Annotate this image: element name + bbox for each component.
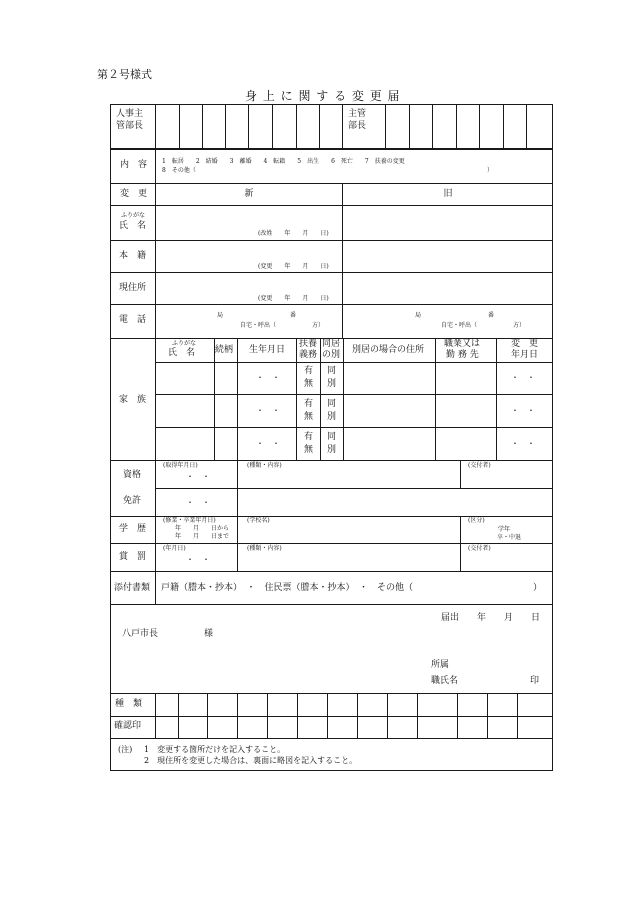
approval-cell-divider [409, 104, 410, 149]
attachments-options[interactable]: 戸籍（謄本・抄本） ・ 住民票（謄本・抄本） ・ その他（ [161, 583, 414, 593]
new-column-header: 新 [244, 189, 254, 199]
qualification-type-header: (種類・内容) [247, 462, 282, 469]
phone-old-kyoku: 局 [415, 312, 422, 319]
approval-cell-divider [456, 104, 457, 149]
family-row-change-dots[interactable]: ・ ・ [511, 406, 535, 415]
family-name-furigana: ふりがな [172, 340, 197, 347]
qualification-date-header: (取得年月日) [163, 462, 198, 469]
family-row-dependent-yes[interactable]: 有 [304, 366, 314, 376]
family-row-cohabit-same[interactable]: 同 [327, 399, 337, 409]
content-options[interactable]: 1 転居 2 結婚 3 離婚 4 転籍 5 出生 6 死亡 7 扶養の変更 [162, 158, 405, 165]
approval-seal-box[interactable] [157, 106, 177, 147]
approval-seal-box[interactable] [481, 106, 501, 147]
family-row-cohabit-separate[interactable]: 別 [327, 412, 337, 422]
qualification-issuer-header: (交付者) [468, 462, 491, 469]
education-kubun-status[interactable]: 卒・中退 [497, 534, 522, 541]
bottom-cell-divider [297, 693, 298, 738]
approval-cell-divider [432, 104, 433, 149]
change-label: 変 更 [120, 189, 148, 199]
bottom-cell-divider [207, 693, 208, 738]
approval-seal-box[interactable] [250, 106, 270, 147]
education-school-header: (学校名) [247, 517, 270, 524]
family-row-dependent-no[interactable]: 無 [304, 445, 314, 455]
approval-seal-box[interactable] [227, 106, 247, 147]
old-column-header: 旧 [443, 189, 453, 199]
approval-seal-box[interactable] [274, 106, 294, 147]
approval-seal-box[interactable] [321, 106, 341, 147]
family-row-birth-dots[interactable]: ・ ・ [256, 406, 280, 415]
approval-seal-box[interactable] [204, 106, 224, 147]
phone-new-kyoku: 局 [217, 312, 224, 319]
family-dependent-header-2: 義務 [299, 350, 318, 360]
family-job-header-2: 勤 務 先 [446, 350, 479, 360]
affiliation-label: 所属 [431, 660, 450, 670]
name-old-input[interactable] [345, 207, 550, 238]
bottom-cell-divider [357, 693, 358, 738]
family-dependent-header-1: 扶養 [299, 339, 318, 349]
phone-label: 電 話 [119, 315, 147, 325]
approval-cell-divider [248, 104, 249, 149]
education-from[interactable]: 年 月 日から [175, 525, 230, 532]
domicile-old-input[interactable] [345, 242, 550, 270]
note-2: 2 現住所を変更した場合は、裏面に略図を記入すること。 [144, 756, 358, 765]
affiliation-input[interactable] [470, 656, 545, 672]
approval-seal-box[interactable] [458, 106, 478, 147]
education-kubun-header: (区分) [468, 517, 485, 524]
approval-seal-box[interactable] [434, 106, 454, 147]
form-number: 第２号様式 [97, 68, 152, 81]
family-relation-header: 続柄 [215, 345, 234, 355]
approval-cell-divider [179, 104, 180, 149]
address-old-input[interactable] [345, 274, 550, 302]
content-other[interactable]: 8 その他（ [162, 167, 196, 174]
name-furigana: ふりがな [121, 212, 146, 219]
applicant-name-label: 職氏名 [431, 676, 459, 686]
license-date-dots[interactable]: ・ ・ [186, 498, 210, 507]
family-label: 家 族 [119, 395, 147, 405]
phone-new-ban: 番 [290, 312, 297, 319]
content-other-close: ） [487, 167, 494, 174]
bottom-cell-divider [267, 693, 268, 738]
approval-seal-box[interactable] [505, 106, 525, 147]
bottom-cell-divider [517, 693, 518, 738]
family-cohabit-header-1: 同居 [322, 339, 341, 349]
applicant-name-input[interactable] [470, 672, 525, 688]
family-separate-address-header: 別居の場合の住所 [352, 345, 425, 355]
name-label: 氏 名 [119, 221, 147, 231]
family-row-cohabit-same[interactable]: 同 [327, 366, 337, 376]
family-birth-header: 生年月日 [249, 345, 286, 355]
approval-cell-divider [202, 104, 203, 149]
notes-prefix: (注) [118, 745, 133, 754]
approval-seal-box[interactable] [411, 106, 431, 147]
seal-mark: 印 [530, 676, 540, 686]
approval-cell-divider [526, 104, 527, 149]
address-label: 現住所 [119, 283, 147, 293]
domicile-label: 本 籍 [119, 251, 147, 261]
education-label: 学 歴 [119, 524, 147, 534]
family-row-dependent-no[interactable]: 無 [304, 379, 314, 389]
family-row-birth-dots[interactable]: ・ ・ [256, 439, 280, 448]
phone-old-type[interactable]: 自宅・呼出（ 方） [441, 322, 526, 329]
attachments-close: ） [533, 583, 543, 593]
note-1: 1 変更する箇所だけを記入すること。 [144, 745, 286, 754]
education-date-header: (修業・卒業年月日) [163, 517, 216, 524]
bottom-cell-divider [417, 693, 418, 738]
approval-seal-box[interactable] [387, 106, 407, 147]
kind-label: 種 類 [115, 699, 143, 709]
approval-cell-divider [503, 104, 504, 149]
family-row-dependent-yes[interactable]: 有 [304, 432, 314, 442]
recipient-mayor: 八戸市長 [122, 629, 159, 639]
attachments-label: 添付書類 [114, 583, 151, 593]
phone-old-ban: 番 [488, 312, 495, 319]
education-kubun-grade[interactable]: 学年 [498, 526, 511, 533]
approval-left-label-2: 管部長 [116, 121, 144, 131]
family-name-header: 氏 名 [168, 348, 196, 358]
approval-left-label-1: 人事主 [116, 109, 144, 119]
name-change-date: (改姓 年 月 日) [258, 230, 329, 237]
family-row-cohabit-separate[interactable]: 別 [327, 379, 337, 389]
family-row-change-dots[interactable]: ・ ・ [511, 373, 535, 382]
name-new-input[interactable] [157, 207, 340, 229]
approval-right-label-1: 主管 [348, 109, 367, 119]
family-row-change-dots[interactable]: ・ ・ [511, 439, 535, 448]
page-title: 身 上 に 関 す る 変 更 届 [245, 89, 401, 103]
bottom-cell-divider [457, 693, 458, 738]
family-job-header-1: 職業又は [444, 339, 481, 349]
family-row-birth-dots[interactable]: ・ ・ [256, 373, 280, 382]
approval-cell-divider [479, 104, 480, 149]
award-label: 賞 罰 [119, 552, 147, 562]
bottom-cell-divider [237, 693, 238, 738]
confirm-seal-label: 確認印 [114, 721, 142, 731]
bottom-cell-divider [178, 693, 179, 738]
address-change-date: (変更 年 月 日) [258, 295, 329, 302]
family-cohabit-header-2: の別 [322, 350, 341, 360]
bottom-cell-divider [387, 693, 388, 738]
domicile-change-date: (変更 年 月 日) [258, 263, 329, 270]
approval-cell-divider [155, 104, 156, 149]
phone-new-type[interactable]: 自宅・呼出（ 方） [240, 322, 325, 329]
qualification-label: 資格 [123, 470, 142, 480]
approval-cell-divider [385, 104, 386, 149]
family-row-cohabit-same[interactable]: 同 [327, 432, 337, 442]
recipient-honorific: 様 [204, 629, 214, 639]
submission-date[interactable]: 届出 年 月 日 [441, 613, 541, 623]
bottom-cell-divider [327, 693, 328, 738]
qualification-date-dots[interactable]: ・ ・ [186, 472, 210, 481]
family-row-dependent-no[interactable]: 無 [304, 412, 314, 422]
family-change-header-1: 変 更 [511, 339, 539, 349]
content-label: 内 容 [120, 160, 148, 170]
approval-cell-divider [319, 104, 320, 149]
approval-cell-divider [296, 104, 297, 149]
domicile-new-input[interactable] [157, 242, 340, 262]
approval-seal-box[interactable] [181, 106, 201, 147]
approval-cell-divider [225, 104, 226, 149]
bottom-cell-divider [487, 693, 488, 738]
family-row-dependent-yes[interactable]: 有 [304, 399, 314, 409]
approval-seal-box[interactable] [298, 106, 318, 147]
award-issuer-header: (交付者) [468, 545, 491, 552]
family-row-cohabit-separate[interactable]: 別 [327, 445, 337, 455]
approval-cell-divider [272, 104, 273, 149]
approval-right-label-2: 部長 [348, 121, 367, 131]
award-date-header: (年月日) [163, 545, 186, 552]
education-to[interactable]: 年 月 日まで [175, 533, 230, 540]
family-change-header-2: 年月日 [511, 350, 539, 360]
license-label: 免許 [123, 496, 142, 506]
address-new-input[interactable] [157, 274, 340, 294]
approval-cell-divider [342, 104, 343, 149]
award-type-header: (種類・内容) [247, 545, 282, 552]
approval-seal-box[interactable] [528, 106, 548, 147]
award-date-dots[interactable]: ・ ・ [186, 555, 210, 564]
